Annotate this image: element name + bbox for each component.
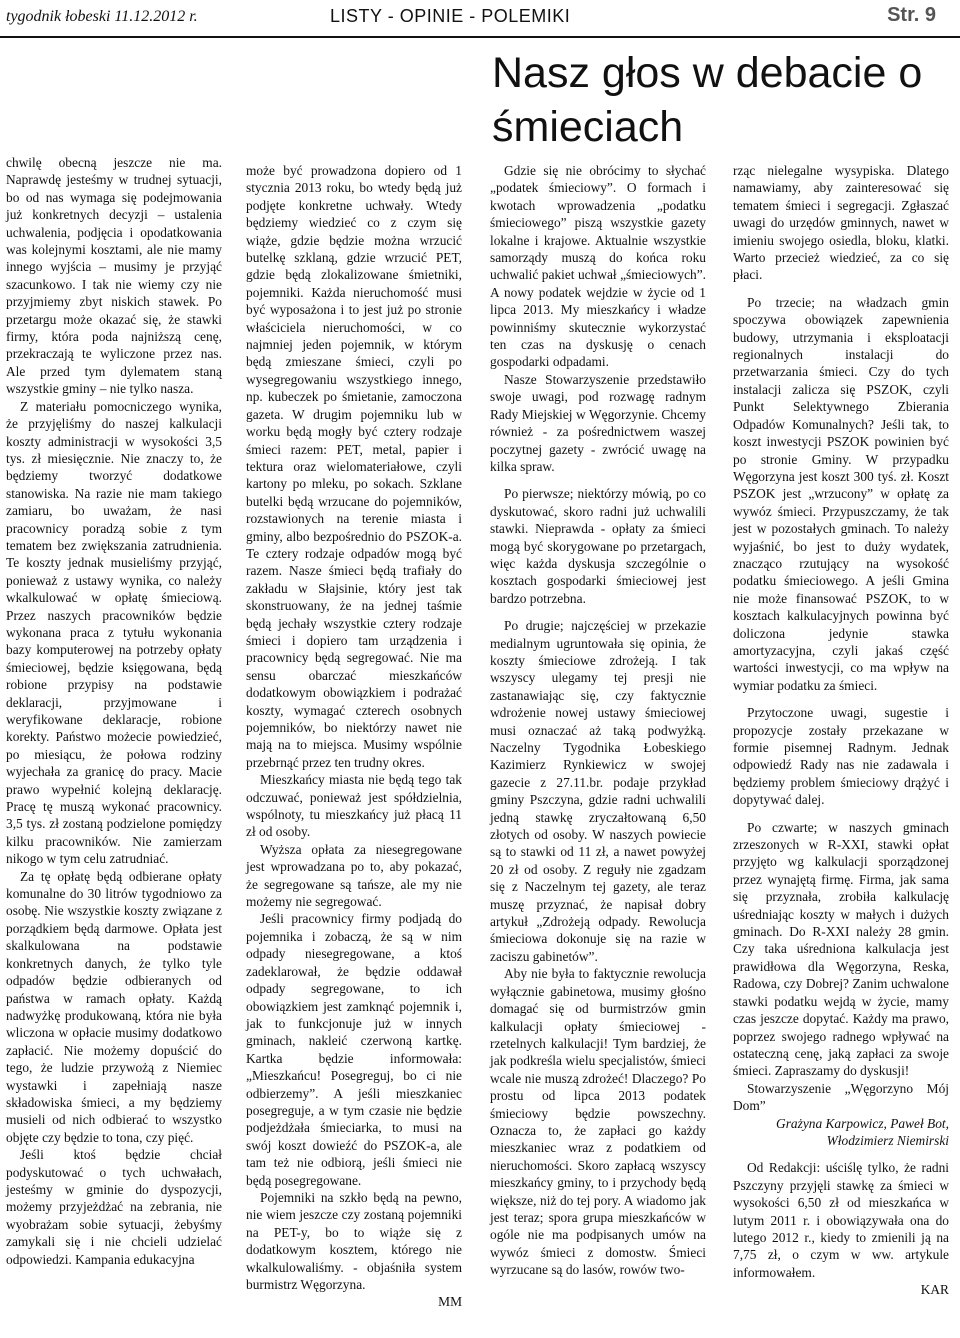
paragraph: Pojemniki na szkło będą na pewno, nie wiem jeszcze czy zostaną pojemniki na PET-y, bo to wiąże się z dodatkowym kosztem, którego nie wkalkulowaliśmy. - objaśniła system burmistrz Węgorzyna. (246, 1189, 462, 1292)
association-name: Stowarzyszenie „Węgorzyno Mój Dom” (733, 1080, 949, 1114)
paragraph: może być prowadzona dopiero od 1 stycznia 2013 roku, bo wtedy będą już podjęte konkretne uchwały. Wtedy będziemy wiedzieć co z czym się wiąże, gdzie będzie można wrzucić butelkę szklaną, gdzie wrzucić PET, gdzie będą zlokalizowane śmietniki, pojemniki. Każda nieruchomość musi być wyposażona i to jest już po stronie właściciela nieruchomości, w co najmniej jeden pojemnik, w którym będą zmieszane śmieci, czyli po wysegregowaniu wszystkiego innego, np. kubeczek po śmietanie, zamoczona gazeta. W drugim pojemniku lub w worku będą mogły być cztery rodzaje śmieci razem: PET, metal, papier i tektura oraz wielomateriałowe, czyli kartony po mleku, po sokach. Szklane butelki będą wrzucane do pojemników, rozstawionych na terenie miasta i gminy, albo bezpośrednio do PSZOK-a. Te cztery rodzaje odpadów mogą być razem. Nasze śmieci będą trafiały do zakładu w Słajsinie, który jest tak skonstruowany, że na jednej taśmie będą jechały wszystkie cztery rodzaje śmieci i dopiero tam urządzenia i pracownicy będą segregować. Nie ma sensu obarczać mieszkańców dodatkowym obowiązkiem i podrażać koszty, wymagać czterech osobnych pojemników, bo niektórzy nawet nie mają na to miejsca. Musimy wspólnie przebrnąć przez ten trudny okres. (246, 163, 462, 770)
signatures: Grażyna Karpowicz, Paweł Bot, Włodzimierz Niemirski (776, 1115, 949, 1148)
column-2 (246, 162, 462, 1311)
paragraph: Przytoczone uwagi, sugestie i propozycje zostały przekazane w formie pisemnej Radnym. Jednak odpowiedź Rady nas nie zadawala i będziemy problem śmieciowy drążyć i dopytywać dalej. (733, 705, 949, 808)
paragraph: Po drugie; najczęściej w przekazie medialnym ugruntowała się opinia, że koszty śmieciowe zdrożeją. I tak wszyscy ulegamy tej presji nie zastanawiając się, czy faktycznie wdrożenie nowej ustawy śmieciowej musi oznaczać aż taką podwyżką. Naczelny Tygodnika Łobeskiego Kazimierz Rynkiewicz w swojej gazecie z 27.11.br. podaje przykład gminy Pszczyna, gdzie radni uchwalili jedną stawkę zryczałtowaną 6,50 złotych od osoby. W naszych powiecie są to stawki od 11 zł, a nawet powyżej 20 zł od osoby. Z reguły nie zgadzam się z Naczelnym tej gazety, ale teraz muszę przyznać, że napisał dobry artykuł „Zdrożeją odpady. Rewolucja śmieciowa dokonuje się na razie w zaciszu gabinetów”. (490, 618, 706, 964)
paragraph: Aby nie była to faktycznie rewolucja wyłącznie gabinetowa, musimy głośno domagać się od burmistrzów gmin kalkulacji opłaty śmieciowej - rzetelnych kalkulacji! Tym bardziej, że jak podkreśla wielu specjalistów, śmieci wcale nie muszą zdrożeć! Dlaczego? Po prostu od lipca 2013 podatek śmieciowy będzie powszechny. Oznacza to, że zapłaci go każdy mieszkaniec wraz z podatkiem od nieruchomości. Skoro zapłacą wszyscy mieszkańcy gminy, to i przychody będą większe, niż do tej pory. A wiadomo jak jest teraz; spora grupa mieszkańców w ogóle nie ma podpisanych umów na wywóz śmieci z domostw. Śmieci wyrzucane są do lasów, rowów two- (490, 966, 706, 1278)
paragraph: Po czwarte; w naszych gminach zrzeszonych w R-XXI, stawki opłat przyjęto wg kalkulacji sporządzonej przez wynajętą firmę. Firma, jak sama się przyznała, zrobiła kalkulację uśredniając koszty w małych i dużych gminach. Do R-XXI należy 28 gmin. Czy taka uśredniona kalkulacja jest prawidłowa dla Węgorzyna, Reska, Radowa, czy Dobrej? Zanim uchwalone stawki podatku wejdą w życie, mamy czas jeszcze dopytać. Każdy ma prawo, poprzez swojego radnego wpływać na ostateczną cenę, jaką zapłaci za swoje śmieci. Zapraszamy do dyskusji! (733, 819, 949, 1079)
header-rule (0, 36, 960, 38)
paragraph: Mieszkańcy miasta nie będą tego tak odczuwać, ponieważ jest spółdzielnia, wspólnoty, tu mieszkańcy już płacą 11 zł od osoby. (246, 772, 462, 840)
page-header (0, 0, 960, 40)
publication-date: tygodnik łobeski 11.12.2012 r. (6, 8, 198, 25)
paragraph: Z materiału pomocniczego wynika, że przyjęliśmy do naszej kalkulacji koszty administracji w wysokości 3,5 tys. zł miesięcznie. Nie znaczy to, że będziemy tworzyć dodatkowe stanowiska. Na razie nie mam takiego zamiaru, bo uważam, że nasi pracownicy poradzą sobie z tym tematem bez zwiększania zatrudnienia. Te koszty jednak musieliśmy przyjąć, ponieważ z ustawy wynika, co należy wkalkulować w opłatę śmieciową. Przez naszych pracowników będzie wykonana praca z tytułu wykonania bazy komputerowej na potrzeby opłaty śmieciowej, będzie księgowana, będą robione przypisy na podstawie deklaracji, przyjmowane i weryfikowane deklaracje, robione korekty. Państwo możecie powiedzieć, po miesiącu, że połowa rodziny wyjechała za granicę do pracy. Macie prawo wypełnić kolejną deklarację. Pracę tę muszą wykonać pracownicy. 3,5 tys. zł zostaną podzielone pomiędzy kilku pracowników. Nie zamierzam nikogo w tym celu zatrudniać. (6, 398, 222, 867)
paragraph: Po pierwsze; niektórzy mówią, po co dyskutować, skoro radni już uchwalili stawki. Nieprawda - opłaty za śmieci mogą być skorygowane po przetargach, więc każda dyskusja szczególnie o kosztach gospodarki śmieciowej jest bardzo potrzebna. (490, 486, 706, 606)
paragraph: Gdzie się nie obrócimy to słychać „podatek śmieciowy”. O formach i kwotach wprowadzenia „podatku śmieciowego” piszą wszystkie gazety lokalne i krajowe. Aktualnie wszystkie samorządy muszą do końca roku uchwalić pakiet uchwał „śmieciowych”. A nowy podatek wejdzie w życie od 1 lipca 2013. My mieszkańcy i władze powinniśmy skutecznie wykorzystać ten czas na dyskusję o cenach gospodarki odpadami. (490, 163, 706, 370)
paragraph: chwilę obecną jeszcze nie ma. Naprawdę jesteśmy w trudnej sytuacji, bo od nas wymaga się podejmowania już konkretnych decyzji – ustalenia uchwalenia, podjęcia i opodatkowania was kolejnymi kosztami, ale nie mamy innego wyjścia – musimy je przyjąć szacunkowo. I tak nie wiemy czy nie przyjmiemy zbyt niskich stawek. Po przetargu może okazać się, że stawki firmy, która poda najniższą cenę, przekraczają te wyliczone przez nas. Ale przed tym dylematem staną wszystkie gminy – nie tylko nasza. (6, 155, 222, 397)
article-headline: Nasz głos w debacie o śmieciach (492, 49, 923, 151)
paragraph: Za tę opłatę będą odbierane opłaty komunalne do 30 litrów tygodniowo za osobę. Nie wszystkie koszty związane z porządkiem będą darmowe. Opłata jest skalkulowana na podstawie konkretnych danych, że tylko tyle odpadów będzie odbieranych od państwa w ramach opłaty. Każdą nadwyżkę produkowaną, która nie była wliczona w opłacie musimy dodatkowo zapłacić. Nie możemy dopuścić do tego, że ludzie przywożą z Niemiec wystawki i zapełniają nasze składowiska śmieci, a my będziemy musieli od nich odbierać to wszystko objęte czy będzie to tona, czy pięć. (6, 868, 222, 1145)
paragraph: Wyższa opłata za niesegregowane jest wprowadzana po to, aby pokazać, że segregowane są tańsze, ale my nie możemy nie segregować. (246, 841, 462, 910)
column-1 (6, 154, 222, 1268)
editorial-note: Od Redakcji: uściślę tylko, że radni Pszczyny przyjęli stawkę za śmieci w wysokości 6,50 zł od mieszkańca w lutym 2011 r. i obowiązywała ona do lutego 2012 r., kiedy to zmienili ją na 7,75 zł, o czym w ww. artykule informowałem. (733, 1160, 949, 1280)
page-number: Str. 9 (887, 4, 936, 26)
paragraph: Jeśli ktoś będzie chciał podyskutować o tych uchwałach, jesteśmy w gminie do dyspozycji, możemy przyjeżdżać na zebrania, nie wyobrażam sobie sytuacji, żebyśmy zamykali się i nie chcieli udzielać odpowiedzi. Kampania edukacyjna (6, 1147, 222, 1267)
paragraph: Po trzecie; na władzach gmin spoczywa obowiązek zapewnienia budowy, utrzymania i eksploatacji regionalnych instalacji do przetwarzania śmieci. Czy do tych instalacji zalicza się PSZOK, czyli Punkt Selektywnego Zbierania Odpadów Komunalnych? Jeśli tak, to koszt inwestycji PSZOK powinien być po stronie Gminy. W przypadku Węgorzyna jest koszt 300 tyś. zł. Koszt PSZOK jest „wrzucony” w opłatę za wywóz śmieci. Przypuszczamy, że tak jest w pozostałych gminach. To należy wyjaśnić, bo jest to duży wydatek, znacząco rzutujący na wysokość podatku śmieciowego. A jeśli Gmina nie może finansować PSZOK, to w kosztach kalkulacyjnych powinna być doliczona jedynie stawka amortyzacyjna, czyli jakaś część wartości inwestycji, co ma wpływ na wymiar podatku za śmieci. (733, 294, 949, 693)
author-initials: MM (438, 1294, 462, 1310)
paragraph: rząc nielegalne wysypiska. Dlatego namawiamy, aby zainteresować się tematem śmieci i segregacji. Zgłaszać uwagi do urzędów gminnych, nawet w imieniu swojego osiedla, bloku, klatki. Warto przecież wiedzieć, za co się płaci. (733, 163, 949, 283)
column-3 (490, 162, 706, 1279)
column-4 (733, 162, 949, 1299)
editor-initials: KAR (920, 1282, 949, 1298)
section-title: LISTY - OPINIE - POLEMIKI (330, 6, 571, 26)
paragraph: Jeśli pracownicy firmy podjadą do pojemnika i zobaczą, że są w nim odpady niesegregowane, a ktoś zadeklarował, że będzie oddawał odpady segregowane, to ich obowiązkiem jest zamknąć pojemnik i, jak to funkcjonuje już w innych gminach, nakleić czerwoną kartkę. Kartka będzie informowała: „Mieszkańcu! Posegreguj, bo ci nie odbierzemy”. A jeśli mieszkaniec posegreguje, a w tym czasie nie będzie podjeżdżała śmieciarka, to musi na swój koszt dowieźć do PSZOK-a, ale tam też nie odbiorą, jeśli śmieci nie będą posegregowane. (246, 911, 462, 1188)
paragraph: Nasze Stowarzyszenie przedstawiło swoje uwagi, pod rozwagę radnym Rady Miejskiej w Węgorzynie. Chcemy również - za pośrednictwem waszej poczytnej gazety - zwrócić uwagę na kilka spraw. (490, 371, 706, 474)
